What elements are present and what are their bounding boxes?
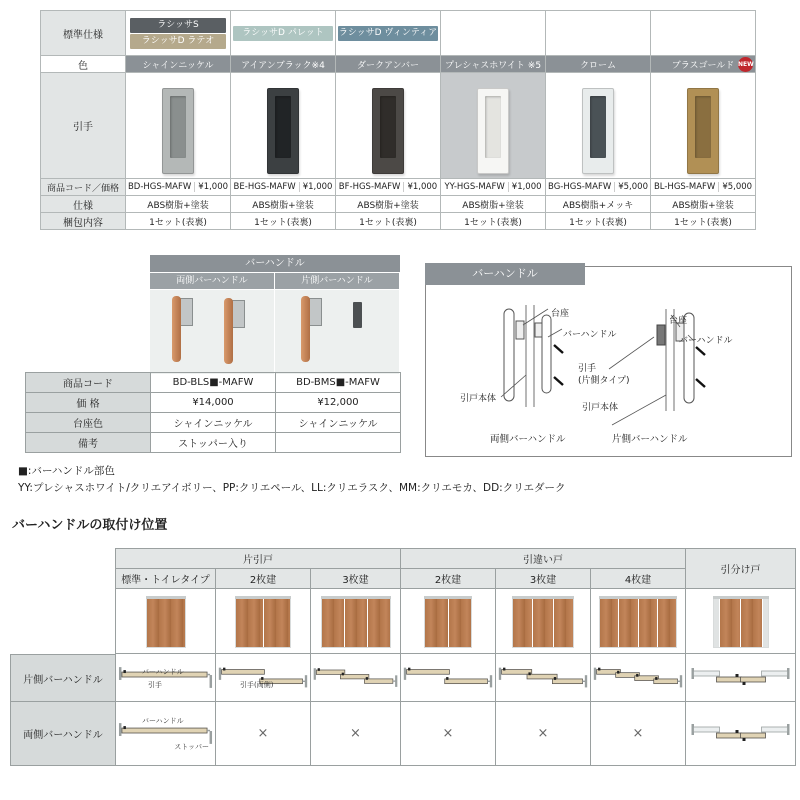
- color-name: プレシャスホワイト ※5: [441, 56, 546, 73]
- row-label-both-side-bar: 両側バーハンドル: [10, 701, 115, 766]
- bar-handle-spec-table: [25, 372, 401, 453]
- bar-handle-diagram-panel: [425, 266, 792, 457]
- material-cell: ABS樹脂+塗装: [651, 196, 756, 213]
- not-available-mark: ×: [401, 702, 496, 766]
- not-available-mark: ×: [216, 702, 311, 766]
- package-cell: 1セット(表裏): [126, 213, 231, 230]
- group-kata-hikido: 片引戸: [116, 549, 401, 569]
- series-cell: [231, 11, 336, 56]
- handle-plate: [372, 88, 404, 174]
- mount-diagram: [591, 654, 686, 702]
- material-cell: ABS樹脂+塗装: [336, 196, 441, 213]
- row-label-note: 備考: [26, 433, 151, 453]
- mount-diagram: 引手 バーハンドル: [116, 654, 216, 702]
- mount-diagram: [686, 702, 796, 766]
- handle-image: [651, 73, 756, 179]
- label-bar-left: バーハンドル: [563, 330, 617, 340]
- material-cell: ABS樹脂+塗装: [231, 196, 336, 213]
- not-available-mark: ×: [496, 702, 591, 766]
- code-price-cell: BG-HGS-MAFW ¥5,000: [546, 179, 651, 196]
- series-badge: ラシッサD ラテオ: [130, 34, 226, 49]
- handle-image: [441, 73, 546, 179]
- note-line2: YY:プレシャスホワイト/クリエアイボリー、PP:クリエペール、LL:クリエラスク、MM:クリエモカ、DD:クリエダーク: [18, 482, 566, 494]
- handle-plate: [477, 88, 509, 174]
- material-cell: ABS樹脂+メッキ: [546, 196, 651, 213]
- label-bar-right: バーハンドル: [679, 336, 733, 346]
- mount-diagram: [401, 654, 496, 702]
- series-badge: ラシッサD ヴィンティア: [338, 26, 438, 41]
- color-name: クローム: [546, 56, 651, 73]
- installation-diagram: [426, 295, 791, 435]
- code-price-cell: YY-HGS-MAFW ¥1,000: [441, 179, 546, 196]
- color-name: アイアンブラック※4: [231, 56, 336, 73]
- door-image: [216, 589, 311, 654]
- bar-base-one: シャインニッケル: [276, 413, 401, 433]
- diagram-panel-title: バーハンドル: [425, 263, 585, 285]
- subhead-4mai-h: 4枚建: [591, 569, 686, 589]
- handle-image: [546, 73, 651, 179]
- label-daiza-left: 台座: [551, 309, 570, 319]
- note-line1: ■:バーハンドル部色: [18, 465, 115, 477]
- subhead-standard: 標準・トイレタイプ: [116, 569, 216, 589]
- mount-section-title: バーハンドルの取付け位置: [12, 518, 168, 533]
- subhead-2mai: 2枚建: [216, 569, 311, 589]
- label-hikite-type: (片側タイプ): [578, 376, 630, 386]
- code-price-cell: BE-HGS-MAFW ¥1,000: [231, 179, 336, 196]
- package-cell: 1セット(表裏): [651, 213, 756, 230]
- caption-one-side: 片側バーハンドル: [612, 434, 688, 445]
- row-label-color: 色: [41, 56, 126, 73]
- color-name: ブラスゴールド NEW: [651, 56, 756, 73]
- mount-diagram: 引手(両側): [216, 654, 311, 702]
- handle-plate: [687, 88, 719, 174]
- code-price-cell: BD-HGS-MAFW ¥1,000: [126, 179, 231, 196]
- label-door-left: 引戸本体: [460, 394, 497, 404]
- handle-image: [336, 73, 441, 179]
- color-name: ダークアンバー: [336, 56, 441, 73]
- row-label-material: 仕様: [41, 196, 126, 213]
- door-image: [116, 589, 216, 654]
- mount-diagram: [311, 654, 401, 702]
- series-cell: [546, 11, 651, 56]
- row-label-price: 価 格: [26, 393, 151, 413]
- row-label-package: 梱包内容: [41, 213, 126, 230]
- bar-handle-images: [150, 255, 400, 374]
- package-cell: 1セット(表裏): [336, 213, 441, 230]
- row-label-handle: 引手: [41, 73, 126, 179]
- package-cell: 1セット(表裏): [441, 213, 546, 230]
- series-cell: [126, 11, 231, 56]
- row-label-standard-spec: 標準仕様: [41, 11, 126, 56]
- not-available-mark: ×: [311, 702, 401, 766]
- bar-sub-both: 両側バーハンドル: [150, 273, 274, 289]
- series-badge: ラシッサS: [130, 18, 226, 33]
- series-cell: [441, 11, 546, 56]
- color-notes: [18, 463, 565, 497]
- new-badge: NEW: [738, 57, 753, 72]
- mount-position-table: [115, 548, 796, 766]
- subhead-2mai-h: 2枚建: [401, 569, 496, 589]
- package-cell: 1セット(表裏): [231, 213, 336, 230]
- door-image: [311, 589, 401, 654]
- door-image: [496, 589, 591, 654]
- door-image: [401, 589, 496, 654]
- row-label-base-color: 台座色: [26, 413, 151, 433]
- handle-plate: [267, 88, 299, 174]
- bar-handle-title: バーハンドル: [150, 255, 400, 272]
- handle-plate: [582, 88, 614, 174]
- row-label-code: 商品コード: [26, 373, 151, 393]
- bar-one-image: [275, 290, 399, 374]
- bar-code-one: BD-BMS■-MAFW: [276, 373, 401, 393]
- bar-price-one: ¥12,000: [276, 393, 401, 413]
- caption-both-side: 両側バーハンドル: [490, 434, 566, 445]
- row-label-one-side-bar: 片側バーハンドル: [10, 654, 115, 702]
- group-hikichigai: 引違い戸: [401, 549, 686, 569]
- package-cell: 1セット(表裏): [546, 213, 651, 230]
- material-cell: ABS樹脂+塗装: [441, 196, 546, 213]
- color-name: シャインニッケル: [126, 56, 231, 73]
- row-label-code-price: 商品コード／価格: [41, 179, 126, 196]
- label-hikite: 引手: [578, 364, 597, 374]
- subhead-3mai-h: 3枚建: [496, 569, 591, 589]
- label-daiza-right: 台座: [669, 316, 688, 326]
- mount-diagram: [686, 654, 796, 702]
- series-cell: [336, 11, 441, 56]
- mount-diagram: ストッパー バーハンドル: [116, 702, 216, 766]
- code-price-cell: BF-HGS-MAFW ¥1,000: [336, 179, 441, 196]
- handle-image: [231, 73, 336, 179]
- not-available-mark: ×: [591, 702, 686, 766]
- bar-base-both: シャインニッケル: [151, 413, 276, 433]
- mount-diagram: [496, 654, 591, 702]
- handle-plate: [162, 88, 194, 174]
- door-image: [686, 589, 796, 654]
- bar-note-both: ストッパー入り: [151, 433, 276, 453]
- bar-code-both: BD-BLS■-MAFW: [151, 373, 276, 393]
- code-price-cell: BL-HGS-MAFW ¥5,000: [651, 179, 756, 196]
- label-door-right: 引戸本体: [582, 403, 619, 413]
- pull-handle-table: [40, 10, 756, 230]
- bar-note-one: [276, 433, 401, 453]
- bar-sub-one: 片側バーハンドル: [275, 273, 399, 289]
- material-cell: ABS樹脂+塗装: [126, 196, 231, 213]
- series-badge: ラシッサD パレット: [233, 26, 333, 41]
- bar-price-both: ¥14,000: [151, 393, 276, 413]
- handle-image: [126, 73, 231, 179]
- series-cell: [651, 11, 756, 56]
- bar-both-image: [150, 290, 274, 374]
- subhead-3mai: 3枚建: [311, 569, 401, 589]
- group-hikiwake: 引分け戸: [686, 549, 796, 589]
- door-image: [591, 589, 686, 654]
